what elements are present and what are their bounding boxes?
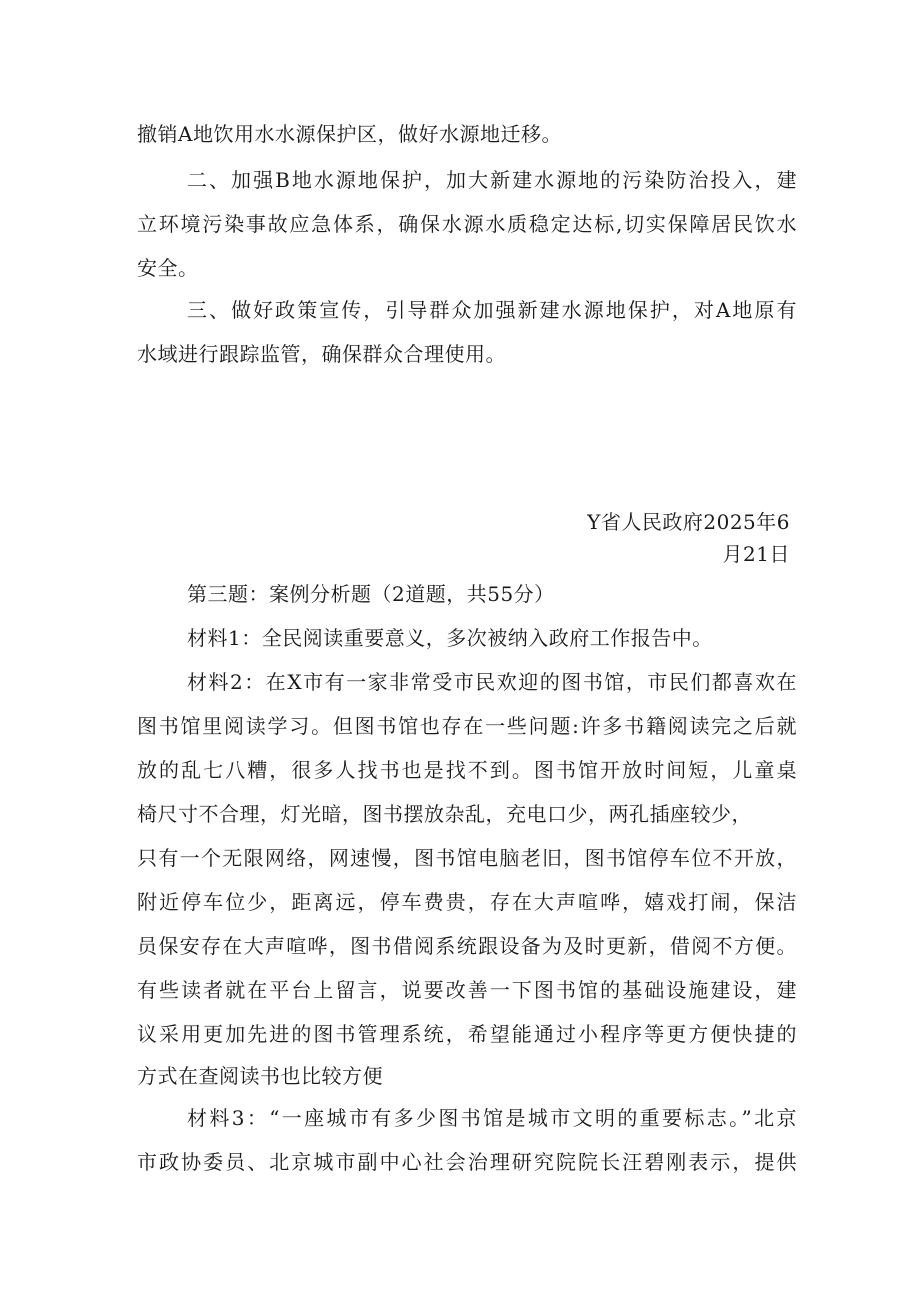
material-2-line-1: 材料2：在X市有一家非常受市民欢迎的图书馆，市民们都喜欢在 [187,670,797,694]
policy-line-1: 撤销A地饮用水水源保护区，做好水源地迁移。 [137,122,562,146]
material-2-line-2: 图书馆里阅读学习。但图书馆也存在一些问题:许多书籍阅读完之后就 [137,714,797,738]
material-2-line-7: 员保安存在大声喧哗，图书借阅系统跟设备为及时更新，借阅不方便。 [137,934,797,958]
policy-item-2-line-2: 立环境污染事故应急体系，确保水源水质稳定达标,切实保障居民饮水 [137,212,797,236]
material-2-line-3: 放的乱七八糟，很多人找书也是找不到。图书馆开放时间短，儿童桌 [137,758,797,782]
signature-line-1: Y省人民政府2025年6 [587,510,790,534]
policy-item-2-line-1: 二、加强B地水源地保护，加大新建水源地的污染防治投入，建 [187,168,797,192]
material-2-line-9: 议采用更加先进的图书管理系统，希望能通过小程序等更方便快捷的 [137,1022,797,1046]
section-heading: 第三题：案例分析题（2道题，共55分） [187,582,555,606]
policy-item-3-line-1: 三、做好政策宣传，引导群众加强新建水源地保护，对A地原有 [187,298,797,322]
material-2-line-5: 只有一个无限网络，网速慢，图书馆电脑老旧，图书馆停车位不开放， [137,846,797,870]
material-2-line-6: 附近停车位少，距离远，停车费贵，存在大声喧哗，嬉戏打闹，保洁 [137,890,797,914]
material-2-line-10: 方式在查阅读书也比较方便 [137,1064,383,1088]
signature-line-2: 月21日 [722,542,790,566]
material-2-line-4: 椅尺寸不合理，灯光暗，图书摆放杂乱，充电口少，两孔插座较少， [137,802,752,826]
policy-item-3-line-2: 水域进行跟踪监管，确保群众合理使用。 [137,342,506,366]
material-1: 材料1：全民阅读重要意义，多次被纳入政府工作报告中。 [187,626,713,650]
material-3-line-2: 市政协委员、北京城市副中心社会治理研究院院长汪碧刚表示，提供 [137,1150,797,1174]
material-2-line-8: 有些读者就在平台上留言，说要改善一下图书馆的基础设施建设，建 [137,978,797,1002]
policy-item-2-line-3: 安全。 [137,256,199,280]
material-3-line-1: 材料3：“一座城市有多少图书馆是城市文明的重要标志。”北京 [187,1106,797,1130]
